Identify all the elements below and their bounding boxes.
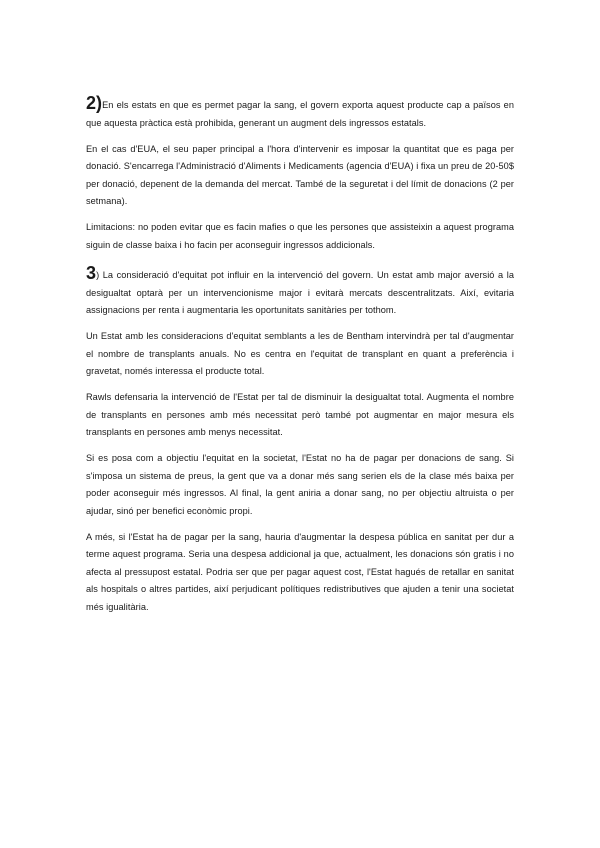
section-3-paragraph-5: A més, si l'Estat ha de pagar per la sang, hauria d'augmentar la despesa pública en sanitat per dur a terme aquest programa. Seria una despesa addicional ja que, actualment, les donacions són gratis i no afecta al pressupost estatal. Podria ser que per pagar aquest cost, l'Estat hagués de retallar en sanitat als hospitals o altres partides, així perjudicant polítiques redistributives que ajuden a tenir una societat més igualitària. bbox=[86, 531, 514, 612]
section-2-paragraph-1 bbox=[86, 93, 514, 132]
section-3-number: 3 bbox=[86, 263, 97, 283]
section-3-paragraph-1-text: ) La consideració d'equitat pot influir en la intervenció del govern. Un estat amb major aversió a la desigualtat optarà per un intervencionisme major i evitarà mercats descentralitzats. Així, evitaria assignacions per renta i augmentaria les oportunitats sanitàries per tothom. bbox=[86, 270, 514, 315]
section-2-paragraph-2: En el cas d'EUA, el seu paper principal a l'hora d'intervenir es imposar la quantitat que es paga per donació. S'encarrega l'Administració d'Aliments i Medicaments (agencia d'EUA) i fixa un preu de 20-50$ per donació, depenent de la demanda del mercat. També de la seguretat i del límit de donacions (2 per setmana). bbox=[86, 143, 514, 206]
section-3-paragraph-2: Un Estat amb les consideracions d'equitat semblants a les de Bentham intervindrà per tal d'augmentar el nombre de transplants anuals. No es centra en l'equitat de transplant en quant a preferència i gravetat, només interessa el producte total. bbox=[86, 331, 514, 376]
section-2-paragraph-1-text: En els estats en que es permet pagar la sang, el govern exporta aquest producte cap a països en que aquesta pràctica està prohibida, generant un augment dels ingressos estatals. bbox=[86, 100, 514, 128]
document-page bbox=[86, 93, 514, 625]
section-3-paragraph-1 bbox=[86, 263, 514, 320]
section-2-paragraph-3: Limitacions: no poden evitar que es facin mafies o que les persones que assisteixin a aquest programa siguin de classe baixa i ho facin per aconseguir ingressos addicionals. bbox=[86, 222, 514, 250]
section-2-number: 2) bbox=[86, 93, 103, 113]
section-3-paragraph-3: Rawls defensaria la intervenció de l'Estat per tal de disminuir la desigualtat total. Augmenta el nombre de transplants en persones amb més necessitat però també pot augmentar en major mesura els transplants en persones amb menys necessitat. bbox=[86, 392, 514, 437]
section-3-paragraph-4: Si es posa com a objectiu l'equitat en la societat, l'Estat no ha de pagar per donacions de sang. Si s'imposa un sistema de preus, la gent que va a donar més sang serien els de la clase més baixa per poder aconseguir més ingressos. Al final, la gent aniria a donar sang, no per objectiu altruista o per ajudar, sinó per benefici econòmic propi. bbox=[86, 453, 514, 516]
